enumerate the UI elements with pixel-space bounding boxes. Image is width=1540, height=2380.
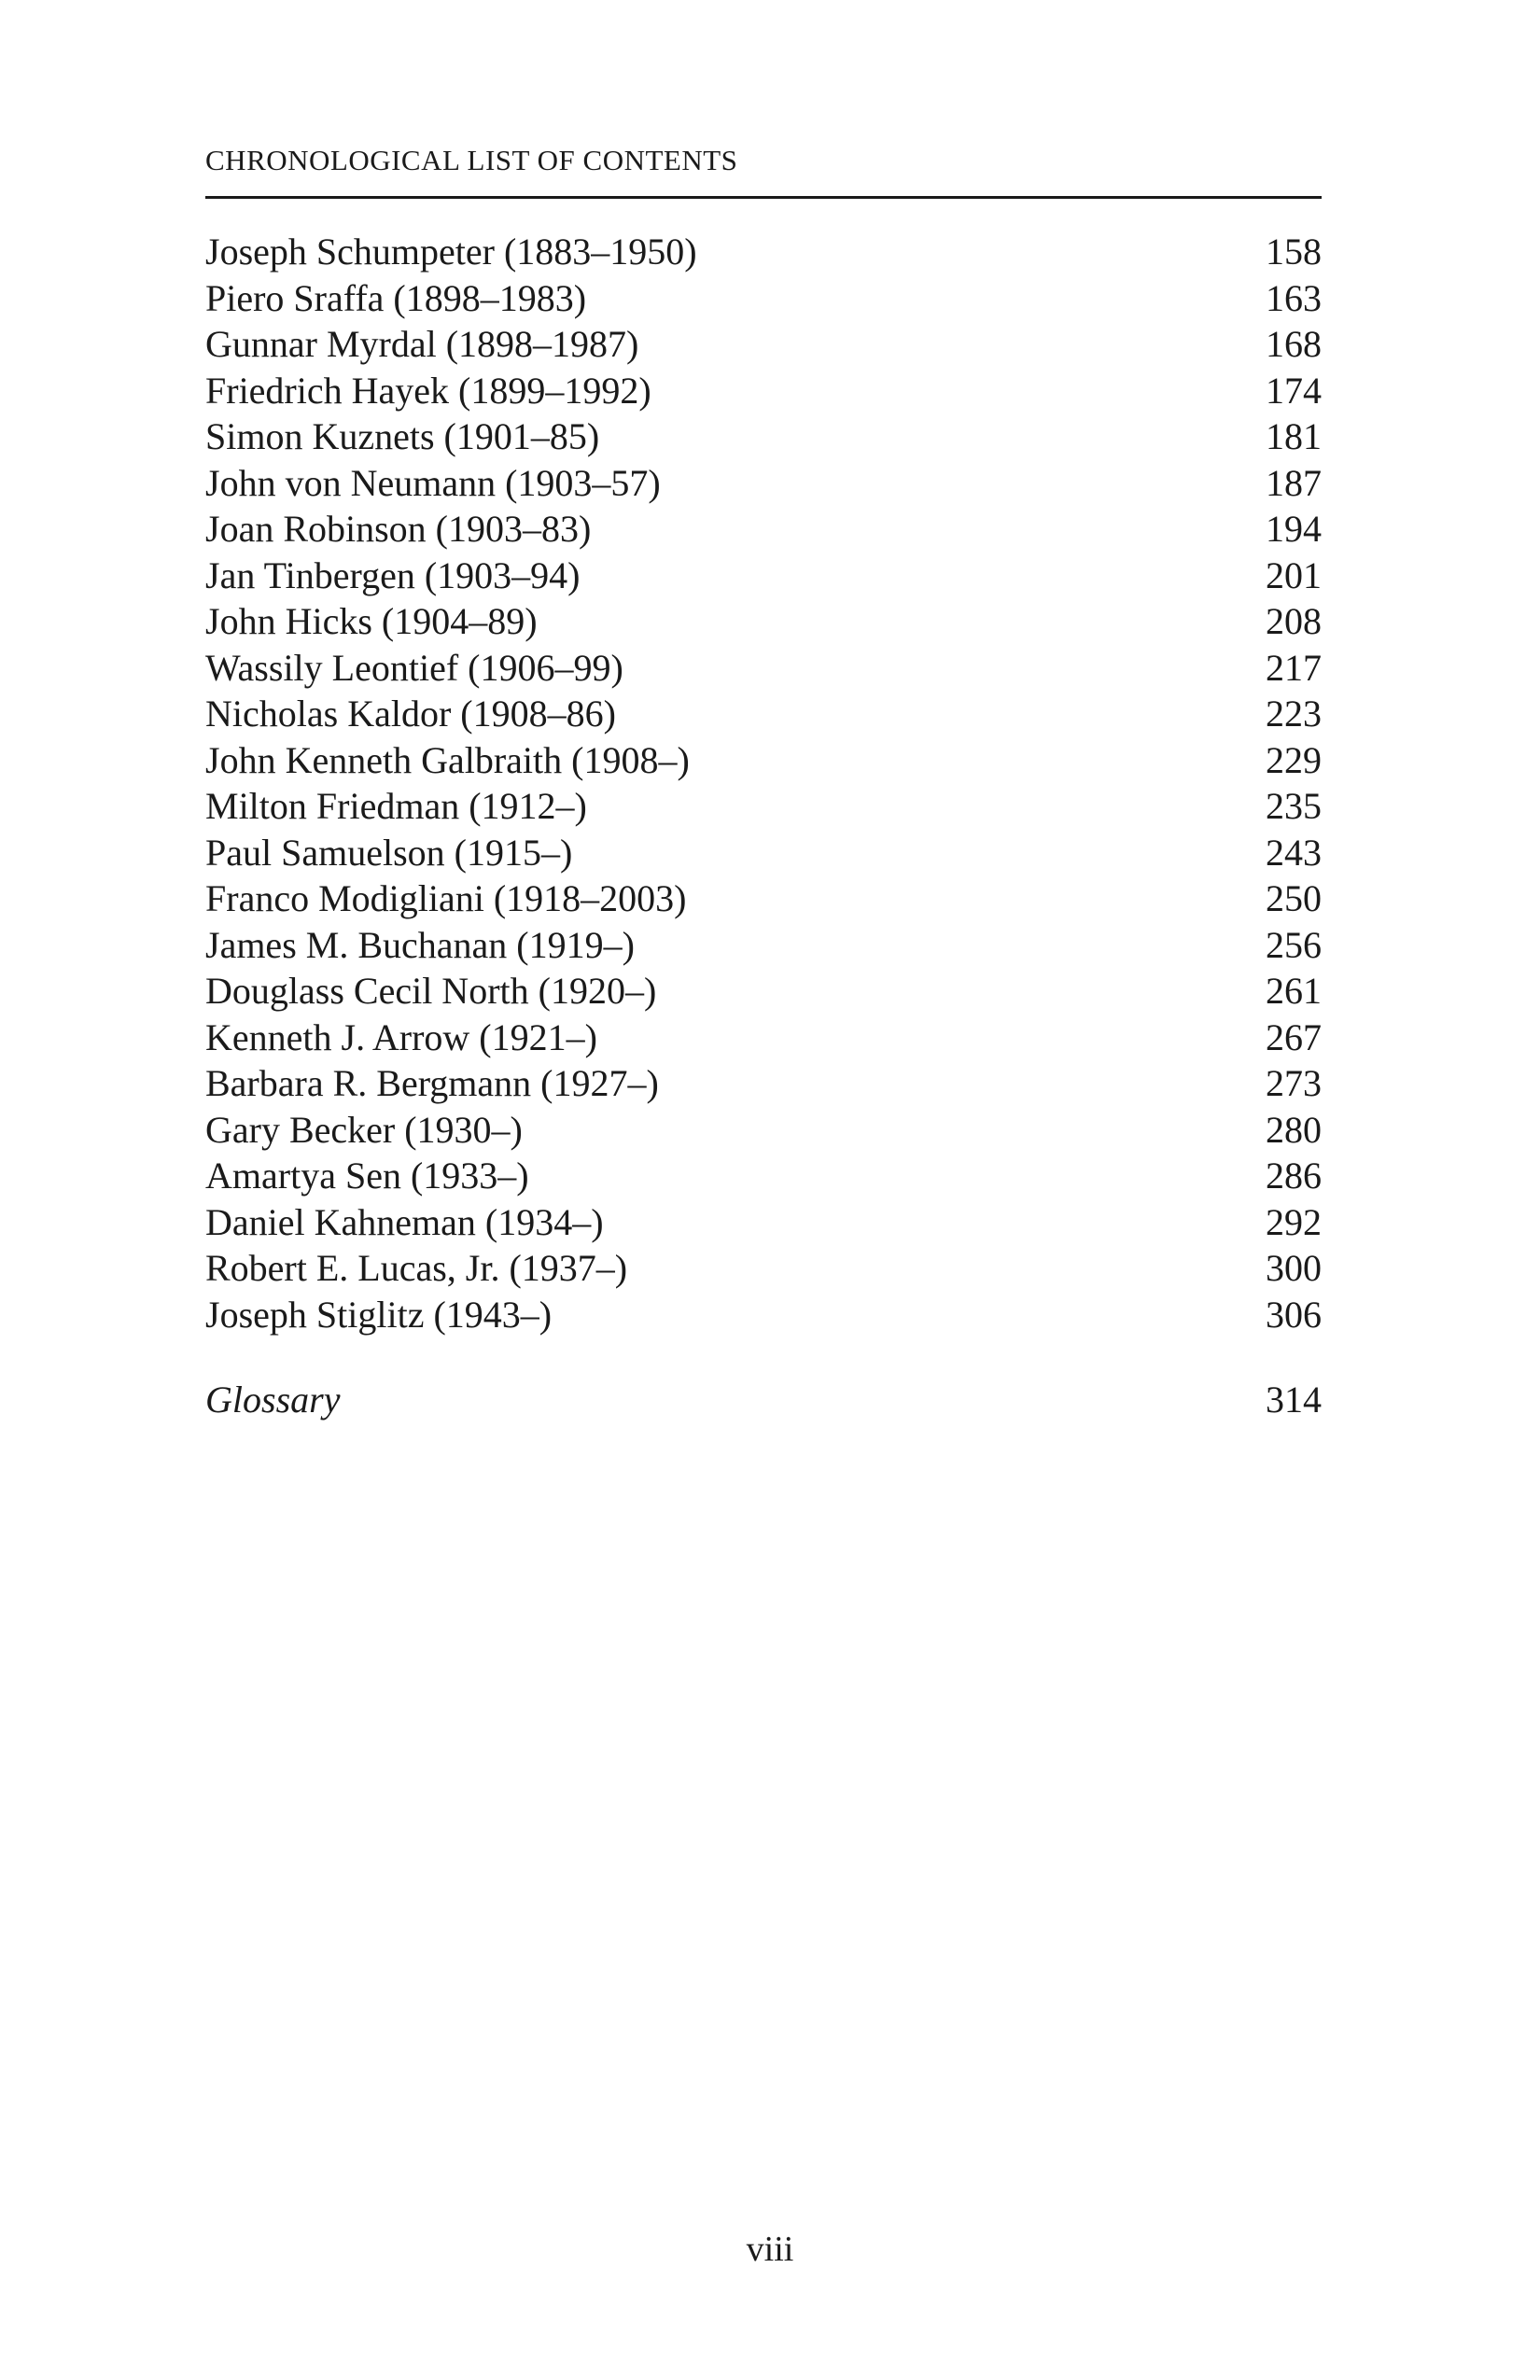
running-head: CHRONOLOGICAL LIST OF CONTENTS: [205, 144, 738, 176]
entry-page-number: 300: [1266, 1247, 1322, 1289]
entry-title: Wassily Leontief (1906–99): [205, 646, 623, 689]
entry-title: Daniel Kahneman (1934–): [205, 1200, 604, 1243]
entry-title: Paul Samuelson (1915–): [205, 831, 573, 874]
toc-entry: [205, 275, 1322, 322]
folio-page-number: viii: [746, 2230, 794, 2269]
entry-title: Milton Friedman (1912–): [205, 785, 587, 827]
entry-title: Piero Sraffa (1898–1983): [205, 276, 587, 319]
glossary-title: Glossary: [205, 1379, 341, 1421]
entry-title: Joseph Schumpeter (1883–1950): [205, 231, 697, 273]
entry-title: Barbara R. Bergmann (1927–): [205, 1062, 659, 1104]
entry-title: Friedrich Hayek (1899–1992): [205, 369, 651, 412]
toc-entry: [205, 1107, 1322, 1154]
toc-entry: [205, 1199, 1322, 1246]
entry-title: John Kenneth Galbraith (1908–): [205, 738, 690, 781]
toc-entry: [205, 1245, 1322, 1292]
toc-entry: [205, 830, 1322, 876]
toc-entry: [205, 321, 1322, 368]
toc-entry: [205, 553, 1322, 599]
entry-title: Kenneth J. Arrow (1921–): [205, 1015, 597, 1058]
toc-entry: [205, 413, 1322, 460]
entry-page-number: 194: [1266, 508, 1322, 550]
entry-title: Gary Becker (1930–): [205, 1108, 523, 1151]
entry-page-number: 261: [1266, 970, 1322, 1012]
toc-entry: [205, 922, 1322, 969]
entry-page-number: 174: [1266, 369, 1322, 412]
entry-page-number: 280: [1266, 1108, 1322, 1151]
entry-page-number: 201: [1266, 553, 1322, 596]
toc-entry: [205, 691, 1322, 737]
entry-title: John von Neumann (1903–57): [205, 461, 661, 504]
entry-page-number: 235: [1266, 785, 1322, 827]
entry-page-number: 286: [1266, 1155, 1322, 1197]
toc-entry: [205, 1060, 1322, 1107]
toc-entry: [205, 229, 1322, 275]
toc-entry: [205, 1153, 1322, 1199]
entry-title: Joan Robinson (1903–83): [205, 508, 592, 550]
toc-entry: [205, 1292, 1322, 1338]
entry-page-number: 181: [1266, 415, 1322, 457]
entry-page-number: 223: [1266, 693, 1322, 735]
entry-title: Nicholas Kaldor (1908–86): [205, 693, 616, 735]
entry-title: Jan Tinbergen (1903–94): [205, 553, 581, 596]
entry-title: Robert E. Lucas, Jr. (1937–): [205, 1247, 628, 1289]
entry-page-number: 158: [1266, 231, 1322, 273]
glossary-entry: [205, 1377, 1322, 1423]
entry-title: Gunnar Myrdal (1898–1987): [205, 323, 639, 365]
entry-page-number: 292: [1266, 1200, 1322, 1243]
entry-page-number: 208: [1266, 600, 1322, 642]
entry-page-number: 217: [1266, 646, 1322, 689]
entry-title: James M. Buchanan (1919–): [205, 923, 635, 966]
entry-page-number: 187: [1266, 461, 1322, 504]
toc-entry: [205, 460, 1322, 507]
toc-entry: [205, 875, 1322, 922]
entry-title: Douglass Cecil North (1920–): [205, 970, 657, 1012]
toc-entry: [205, 645, 1322, 692]
toc-entry: [205, 506, 1322, 553]
contents-list: [205, 229, 1322, 1337]
toc-entry: [205, 968, 1322, 1015]
entry-title: John Hicks (1904–89): [205, 600, 538, 642]
entry-page-number: 243: [1266, 831, 1322, 874]
entry-page-number: 273: [1266, 1062, 1322, 1104]
entry-title: Simon Kuznets (1901–85): [205, 415, 600, 457]
entry-title: Franco Modigliani (1918–2003): [205, 877, 687, 919]
header-rule: [205, 196, 1322, 199]
entry-page-number: 306: [1266, 1293, 1322, 1336]
toc-entry: [205, 737, 1322, 784]
entry-page-number: 267: [1266, 1015, 1322, 1058]
toc-entry: [205, 1015, 1322, 1061]
entry-page-number: 168: [1266, 323, 1322, 365]
toc-entry: [205, 598, 1322, 645]
entry-title: Amartya Sen (1933–): [205, 1155, 529, 1197]
glossary-page-number: 314: [1266, 1379, 1322, 1421]
entry-page-number: 163: [1266, 276, 1322, 319]
entry-page-number: 256: [1266, 923, 1322, 966]
entry-page-number: 229: [1266, 738, 1322, 781]
entry-title: Joseph Stiglitz (1943–): [205, 1293, 553, 1336]
toc-entry: [205, 783, 1322, 830]
entry-page-number: 250: [1266, 877, 1322, 919]
toc-entry: [205, 368, 1322, 414]
